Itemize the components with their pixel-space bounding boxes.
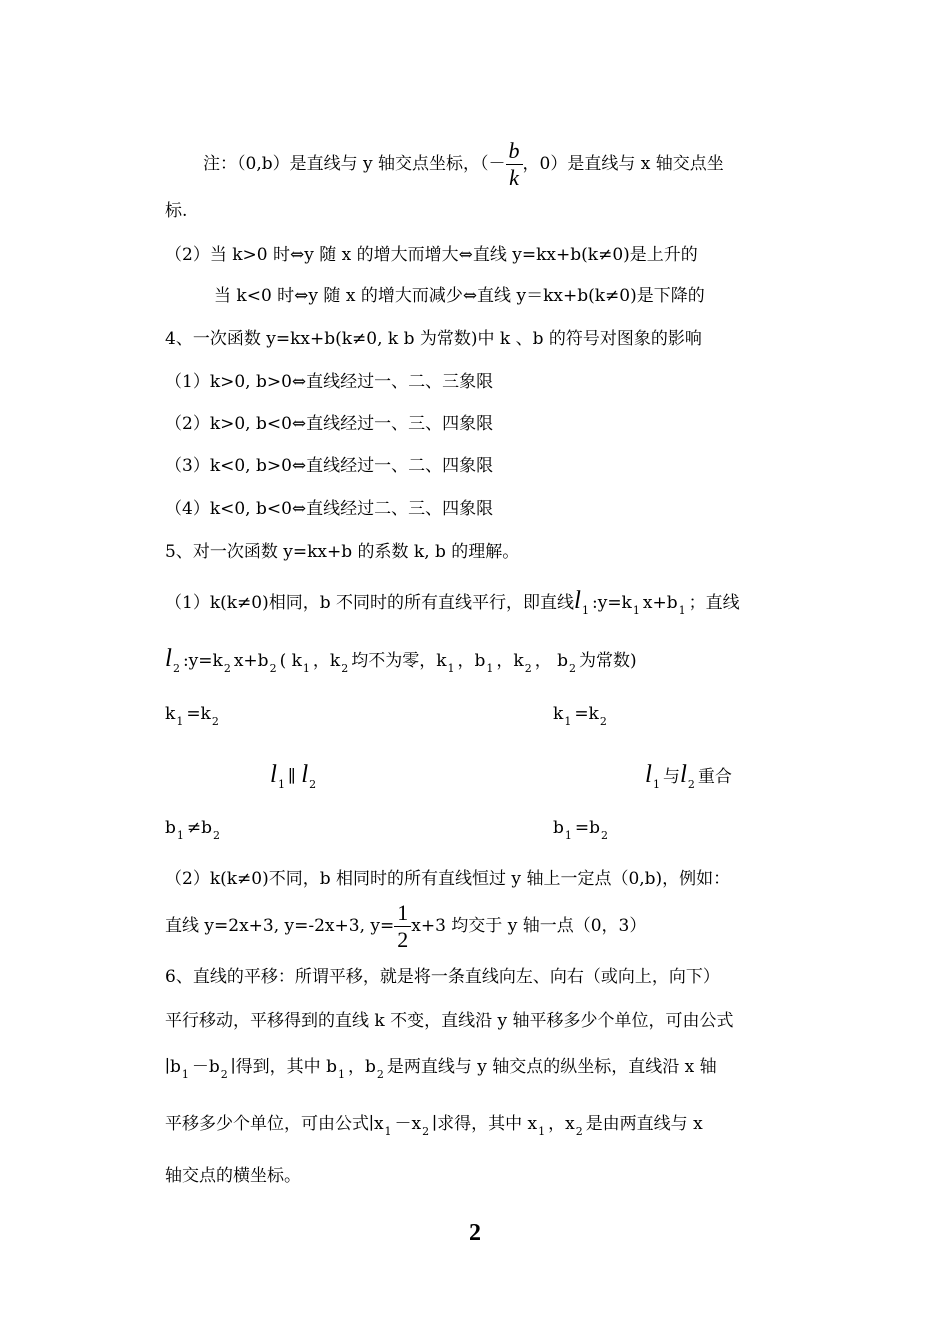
note-line: 注：（0,b）是直线与 y 轴交点坐标，（－ $\frac{b}{k}$ ，0）是直线与 x 轴交点坐 <box>203 138 724 190</box>
section-6-title: 6、直线的平移：所谓平移，就是将一条直线向左、向右（或向上，向下） <box>165 967 720 987</box>
section-6-line2: 平行移动，平移得到的直线 k 不变，直线沿 y 轴平移多少个单位，可由公式 <box>165 1011 734 1031</box>
right-b-equal: $b_1 =b_2$ <box>553 818 609 842</box>
line-l2-definition: $l_2$ $:y=k_2$ $x+b_2$ ( $k_1$ ，$k_2$ 均不为零，$k_1$ ，$b_1$ ，$k_2$ ， $b_2$ 为常数) <box>165 645 637 675</box>
fraction-one-half: $\frac{1}{2}$ <box>394 902 411 951</box>
example-line: 直线 y=2x+3, y=-2x+3, y= $\frac{1}{2}$ x+3 均交于 y 轴一点（0，3） <box>165 900 647 952</box>
fraction-b-over-k: $\frac{b}{k}$ <box>506 140 523 189</box>
quadrant-item: （4）k<0, b<0⇔直线经过二、三、四象限 <box>165 499 494 519</box>
left-b-not-equal: $b_1 \ne b_2$ <box>165 818 221 842</box>
section-5-title: 5、对一次函数 y=kx+b 的系数 k, b 的理解。 <box>165 542 520 562</box>
page-number: 2 <box>469 1220 481 1246</box>
quadrant-item: （3）k<0, b>0⇔直线经过一、二、四象限 <box>165 456 494 476</box>
note-continuation: 标. <box>165 201 188 221</box>
section-6-line5: 轴交点的横坐标。 <box>165 1166 301 1186</box>
left-parallel: $l_1$ ∥ $l_2$ <box>270 761 317 791</box>
fixed-point-line: （2）k(k≠0)不同，b 相同时的所有直线恒过 y 轴上一定点（0,b)，例如： <box>165 869 731 889</box>
section-4-title: 4、一次函数 y=kx+b(k≠0, k b 为常数)中 k 、b 的符号对图象的影响 <box>165 329 702 349</box>
section-6-line3: $∣b_1 -b_2$ ∣得到，其中 $b_1$ ，$b_2$ 是两直线与 y 轴交点的纵坐标，直线沿 x 轴 <box>165 1057 717 1081</box>
right-k-equal: $k_1 =k_2$ <box>553 704 607 728</box>
parallel-condition-line: （1）k(k≠0)相同，b 不同时的所有直线平行，即直线$l_1$ $:y=k_1$ $x+b_1$ ；直线 <box>165 587 740 617</box>
left-k-equal: $k_1 =k_2$ <box>165 704 219 728</box>
quadrant-item: （2）k>0, b<0⇔直线经过一、三、四象限 <box>165 414 494 434</box>
quadrant-item: （1）k>0, b>0⇔直线经过一、二、三象限 <box>165 372 494 392</box>
section-6-line4: 平移多少个单位，可由公式$∣x_1 -x_2$ ∣求得，其中 $x_1$ ，$x_2$ 是由两直线与 x <box>165 1114 703 1138</box>
rule-increasing: （2）当 k>0 时⇔y 随 x 的增大而增大⇔直线 y=kx+b(k≠0)是上升的 <box>165 245 698 265</box>
right-coincide: $l_1$ 与$l_2$ 重合 <box>645 761 732 791</box>
rule-decreasing: 当 k<0 时⇔y 随 x 的增大而减少⇔直线 y＝kx+b(k≠0)是下降的 <box>214 286 705 306</box>
